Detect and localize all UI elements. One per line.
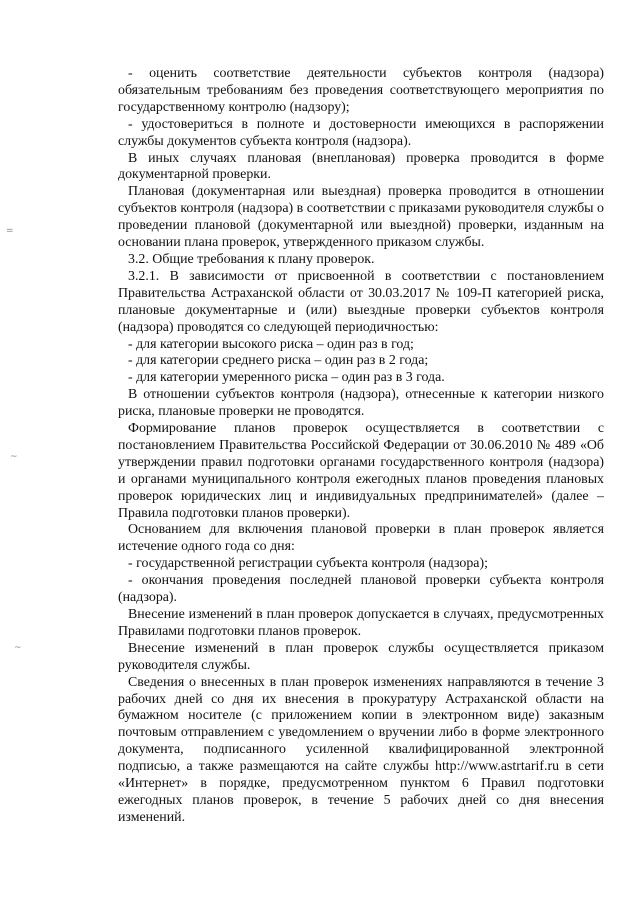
margin-mark: ~ bbox=[14, 643, 22, 653]
paragraph: - оценить соответствие деятельности субъектов контроля (надзора) обязательным требованиям без проведения соответствующего мероприятия по государственному контролю (надзору); bbox=[118, 66, 604, 115]
document-body bbox=[118, 66, 604, 827]
paragraph: Внесение изменений в план проверок допускается в случаях, предусмотренных Правилами подготовки планов проверок. bbox=[118, 607, 604, 639]
paragraph: - окончания проведения последней плановой проверки субъекта контроля (надзора). bbox=[118, 573, 604, 606]
paragraph: - государственной регистрации субъекта контроля (надзора); bbox=[128, 556, 488, 572]
paragraph: Внесение изменений в план проверок службы осуществляется приказом руководителя службы. bbox=[118, 640, 604, 673]
paragraph: - для категории высокого риска – один раз в год; bbox=[128, 336, 414, 352]
paragraph: - удостовериться в полноте и достоверности имеющихся в распоряжении службы документов субъекта контроля (надзора). bbox=[118, 116, 604, 149]
paragraph: Плановая (документарная или выездная) проверка проводится в отношении субъектов контроля (надзора) в соответствии с приказами руководителя службы о проведении плановой (документарной или выездной) проверки, изданным на основании плана проверок, утвержденного приказом службы. bbox=[118, 184, 604, 251]
paragraph: Сведения о внесенных в план проверок изменениях направляются в течение 3 рабочих дней со дня их внесения в прокуратуру Астраханской области на бумажном носителе (с приложением копии в электронном виде) заказным почтовым отправлением с уведомлением о вручении либо в форме электронного документа, подписанного усиленной квалифицированной электронной подписью, а также размещаются на сайте службы http://www.astrtarif.ru в сети «Интернет» в порядке, предусмотренном пунктом 6 Правил подготовки ежегодных планов проверок, в течение 5 рабочих дней со дня внесения изменений. bbox=[118, 674, 604, 825]
paragraph: 3.2. Общие требования к плану проверок. bbox=[128, 251, 375, 267]
margin-mark: = bbox=[6, 226, 14, 236]
paragraph: В иных случаях плановая (внеплановая) проверка проводится в форме документарной проверки. bbox=[118, 150, 604, 183]
paragraph: Формирование планов проверок осуществляется в соответствии с постановлением Правительства Российской Федерации от 30.06.2010 № 489 «Об утверждении правил подготовки органами государственного контроля (надзора) и органами муниципального контроля ежегодных планов проведения плановых проверок юридических лиц и индивидуальных предпринимателей» (далее – Правила подготовки планов проверки). bbox=[118, 421, 604, 521]
paragraph: 3.2.1. В зависимости от присвоенной в соответствии с постановлением Правительства Астраханской области от 30.03.2017 № 109-П категорией риска, плановые документарные и (или) выездные проверки субъектов контроля (надзора) проводятся со следующей периодичностью: bbox=[118, 268, 604, 335]
paragraph: В отношении субъектов контроля (надзора), отнесенные к категории низкого риска, плановые проверки не проводятся. bbox=[118, 387, 604, 420]
paragraph: Основанием для включения плановой проверки в план проверок является истечение одного года со дня: bbox=[118, 522, 604, 555]
paragraph: - для категории среднего риска – один раз в 2 года; bbox=[128, 353, 429, 369]
margin-mark: ~ bbox=[10, 452, 18, 462]
paragraph: - для категории умеренного риска – один раз в 3 года. bbox=[128, 370, 445, 386]
